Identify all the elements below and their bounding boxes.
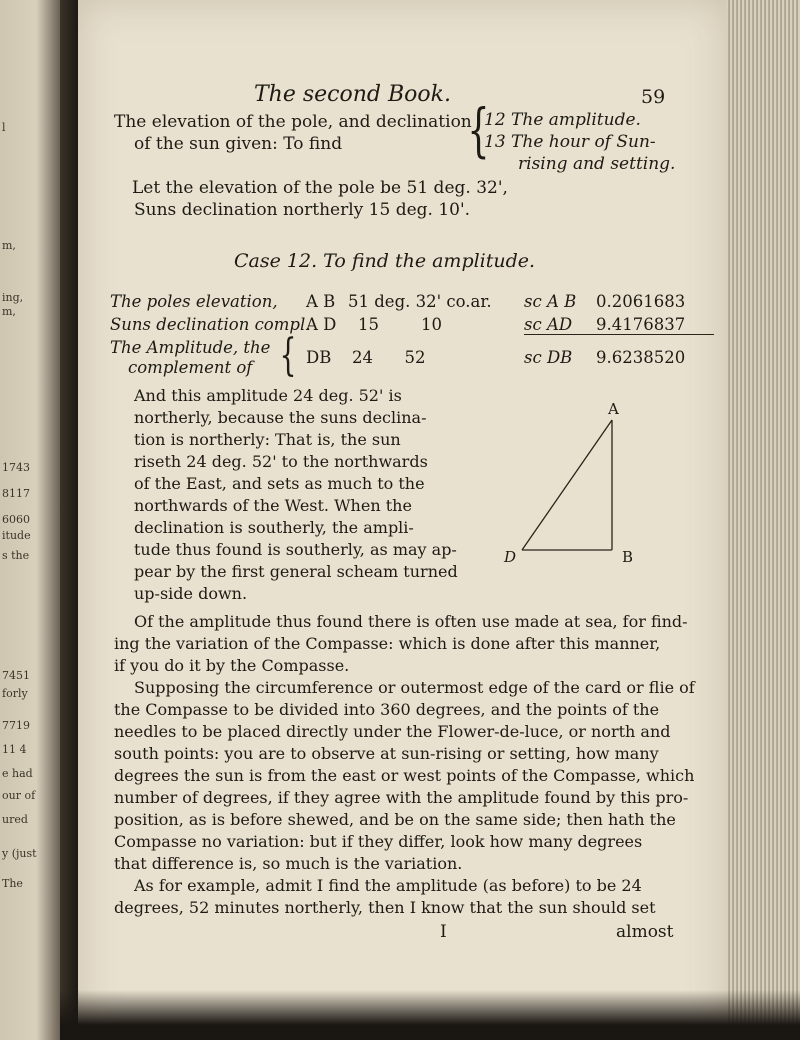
edge-fragment: y (just (2, 847, 37, 860)
text-line: northwards of the West. When the (134, 496, 412, 515)
book-gutter (60, 0, 78, 1040)
brace-glyph: { (467, 96, 490, 164)
table-degrees: 15 10 (358, 315, 442, 334)
edge-fragment: e had (2, 767, 33, 780)
intro-line: The elevation of the pole, and declination (114, 112, 472, 132)
edge-fragment: 6060 (2, 513, 30, 526)
edge-fragment: our of (2, 789, 36, 802)
case-title: Case 12. To find the amplitude. (234, 250, 536, 272)
catchword: almost (616, 922, 674, 942)
text-line: degrees the sun is from the east or west points of the Compasse, which (114, 766, 695, 785)
signature-mark: I (440, 922, 447, 942)
brace-glyph: { (279, 330, 297, 381)
text-line: riseth 24 deg. 52' to the northwards (134, 452, 428, 471)
diagram-line-da (522, 420, 612, 550)
text-line: And this amplitude 24 deg. 52' is (134, 386, 402, 405)
table-arc: A D (306, 315, 337, 334)
table-symbol: sc DB (524, 348, 573, 367)
table-label: The Amplitude, the (110, 338, 271, 357)
table-arc: DB (306, 348, 332, 367)
page-number: 59 (641, 86, 666, 108)
text-line: northerly, because the suns declina- (134, 408, 427, 427)
edge-fragment: l (2, 121, 6, 134)
text-line: ing the variation of the Compasse: which is done after this manner, (114, 634, 661, 653)
table-log: 0.2061683 (596, 292, 686, 311)
intro-option: 13 The hour of Sun- (484, 132, 656, 152)
text-line: needles to be placed directly under the Flower-de-luce, or north and (114, 722, 671, 741)
diagram-label-a: A (608, 400, 619, 418)
edge-fragment: m, (2, 305, 16, 318)
table-label: Suns declination compl. (110, 315, 311, 334)
text-line: degrees, 52 minutes northerly, then I know that the sun should set (114, 898, 656, 917)
text-line: up-side down. (134, 584, 248, 603)
table-degrees: 51 deg. 32' co.ar. (348, 292, 492, 311)
intro-option: 12 The amplitude. (484, 110, 641, 130)
table-arc: A B (306, 292, 336, 311)
text-line: that difference is, so much is the variation. (114, 854, 463, 873)
table-symbol: sc AD (524, 315, 573, 334)
edge-fragment: m, (2, 239, 16, 252)
text-line: Compasse no variation: but if they differ, look how many degrees (114, 832, 643, 851)
text-line: the Compasse to be divided into 360 degrees, and the points of the (114, 700, 660, 719)
diagram-label-d: D (504, 548, 517, 566)
table-label: complement of (128, 358, 253, 377)
given-line: Suns declination northerly 15 deg. 10'. (134, 200, 471, 220)
edge-fragment: itude (2, 529, 31, 542)
intro-option: rising and setting. (518, 154, 676, 174)
text-line: pear by the first general scheam turned (134, 562, 458, 581)
left-facing-page (0, 0, 60, 1040)
diagram-label-b: B (622, 548, 634, 566)
edge-fragment: 7719 (2, 719, 30, 732)
triangle-diagram (488, 400, 628, 570)
text-line: south points: you are to observe at sun-rising or setting, how many (114, 744, 659, 763)
edge-fragment: forly (2, 687, 28, 700)
running-head: The second Book. (254, 82, 451, 107)
bottom-shadow (60, 990, 800, 1040)
given-line: Let the elevation of the pole be 51 deg. 32', (132, 178, 508, 198)
text-line: position, as is before shewed, and be on the same side; then hath the (114, 810, 676, 829)
text-line: of the East, and sets as much to the (134, 474, 425, 493)
text-line: Of the amplitude thus found there is often use made at sea, for find- (134, 612, 688, 631)
text-line: tion is northerly: That is, the sun (134, 430, 401, 449)
book-page (78, 0, 726, 1040)
edge-fragment: 8117 (2, 487, 30, 500)
table-label: The poles elevation, (110, 292, 278, 311)
table-log: 9.4176837 (596, 315, 686, 334)
edge-fragment: 11 4 (2, 743, 27, 756)
edge-fragment: ing, (2, 291, 24, 304)
edge-fragment: 7451 (2, 669, 30, 682)
page-stack-edge (726, 0, 800, 1040)
edge-fragment: 1743 (2, 461, 30, 474)
edge-fragment: ured (2, 813, 28, 826)
text-line: Supposing the circumference or outermost edge of the card or flie of (134, 678, 695, 697)
table-degrees: 24 52 (352, 348, 426, 367)
text-line: if you do it by the Compasse. (114, 656, 350, 675)
table-log: 9.6238520 (596, 348, 686, 367)
text-line: As for example, admit I find the amplitude (as before) to be 24 (134, 876, 642, 895)
sum-rule (524, 334, 714, 335)
text-line: declination is southerly, the ampli- (134, 518, 414, 537)
edge-fragment: s the (2, 549, 30, 562)
edge-fragment: The (2, 877, 23, 890)
text-line: tude thus found is southerly, as may ap- (134, 540, 457, 559)
table-symbol: sc A B (524, 292, 577, 311)
text-line: number of degrees, if they agree with the amplitude found by this pro- (114, 788, 689, 807)
intro-line: of the sun given: To find (134, 134, 343, 154)
